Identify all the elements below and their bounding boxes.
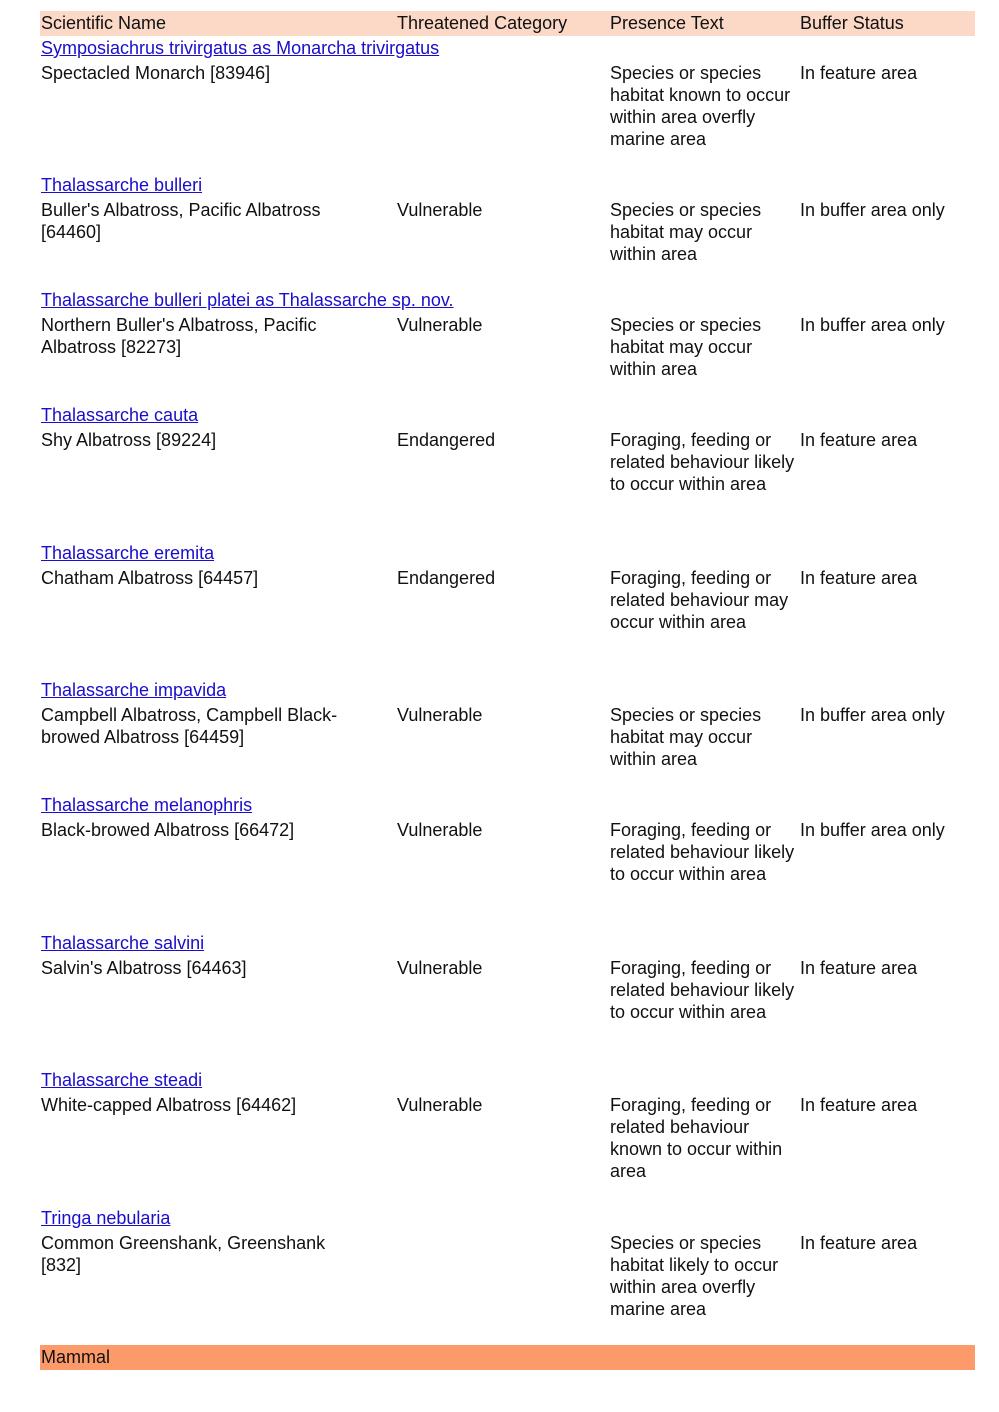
presence-text: Foraging, feeding or related behaviour likely to occur within area	[610, 958, 795, 1022]
scientific-name-link[interactable]: Thalassarche bulleri	[41, 175, 203, 195]
buffer-status: In buffer area only	[800, 820, 945, 840]
buffer-status: In feature area	[800, 568, 918, 588]
common-name: Chatham Albatross [64457]	[41, 568, 259, 588]
buffer-status: In feature area	[800, 958, 918, 978]
common-name: Salvin's Albatross [64463]	[41, 958, 247, 978]
presence-text: Species or species habitat likely to occur within area overfly marine area	[610, 1233, 779, 1319]
group-heading-mammal	[40, 1345, 975, 1370]
scientific-name-link[interactable]: Symposiachrus trivirgatus as Monarcha trivirgatus	[41, 38, 440, 58]
presence-text: Species or species habitat known to occur within area overfly marine area	[610, 63, 791, 149]
presence-text: Foraging, feeding or related behaviour likely to occur within area	[610, 430, 795, 494]
header-presence-text: Presence Text	[610, 13, 724, 33]
table-header	[40, 11, 975, 36]
presence-text: Species or species habitat may occur within area	[610, 705, 762, 769]
common-name: Common Greenshank, Greenshank [832]	[41, 1233, 326, 1275]
presence-text: Foraging, feeding or related behaviour may occur within area	[610, 568, 789, 632]
common-name: Shy Albatross [89224]	[41, 430, 217, 450]
header-scientific-name: Scientific Name	[41, 13, 167, 33]
scientific-name-link[interactable]: Tringa nebularia	[41, 1208, 171, 1228]
scientific-name-link[interactable]: Thalassarche melanophris	[41, 795, 253, 815]
threatened-category: Vulnerable	[397, 315, 483, 335]
scientific-name-link[interactable]: Thalassarche steadi	[41, 1070, 203, 1090]
scientific-name-link[interactable]: Thalassarche cauta	[41, 405, 199, 425]
scientific-name-link[interactable]: Thalassarche eremita	[41, 543, 215, 563]
threatened-category: Vulnerable	[397, 820, 483, 840]
threatened-category: Vulnerable	[397, 200, 483, 220]
buffer-status: In buffer area only	[800, 200, 945, 220]
common-name: Campbell Albatross, Campbell Black-browed Albatross [64459]	[41, 705, 338, 747]
group-heading-label: Mammal	[41, 1347, 111, 1367]
buffer-status: In feature area	[800, 430, 918, 450]
presence-text: Foraging, feeding or related behaviour known to occur within area	[610, 1095, 783, 1181]
threatened-category: Endangered	[397, 568, 496, 588]
scientific-name-link[interactable]: Thalassarche salvini	[41, 933, 205, 953]
common-name: Spectacled Monarch [83946]	[41, 63, 271, 83]
presence-text: Species or species habitat may occur within area	[610, 200, 762, 264]
common-name: Northern Buller's Albatross, Pacific Albatross [82273]	[41, 315, 317, 357]
threatened-category: Vulnerable	[397, 705, 483, 725]
common-name: White-capped Albatross [64462]	[41, 1095, 297, 1115]
common-name: Black-browed Albatross [66472]	[41, 820, 295, 840]
presence-text: Species or species habitat may occur within area	[610, 315, 762, 379]
common-name: Buller's Albatross, Pacific Albatross [64460]	[41, 200, 321, 242]
scientific-name-link[interactable]: Thalassarche bulleri platei as Thalassarche sp. nov.	[41, 290, 454, 310]
header-buffer-status: Buffer Status	[800, 13, 904, 33]
buffer-status: In buffer area only	[800, 315, 945, 335]
threatened-category: Endangered	[397, 430, 496, 450]
buffer-status: In feature area	[800, 63, 918, 83]
buffer-status: In buffer area only	[800, 705, 945, 725]
scientific-name-link[interactable]: Thalassarche impavida	[41, 680, 227, 700]
buffer-status: In feature area	[800, 1233, 918, 1253]
threatened-category: Vulnerable	[397, 1095, 483, 1115]
buffer-status: In feature area	[800, 1095, 918, 1115]
presence-text: Foraging, feeding or related behaviour likely to occur within area	[610, 820, 795, 884]
threatened-category: Vulnerable	[397, 958, 483, 978]
header-threatened-category: Threatened Category	[397, 13, 568, 33]
